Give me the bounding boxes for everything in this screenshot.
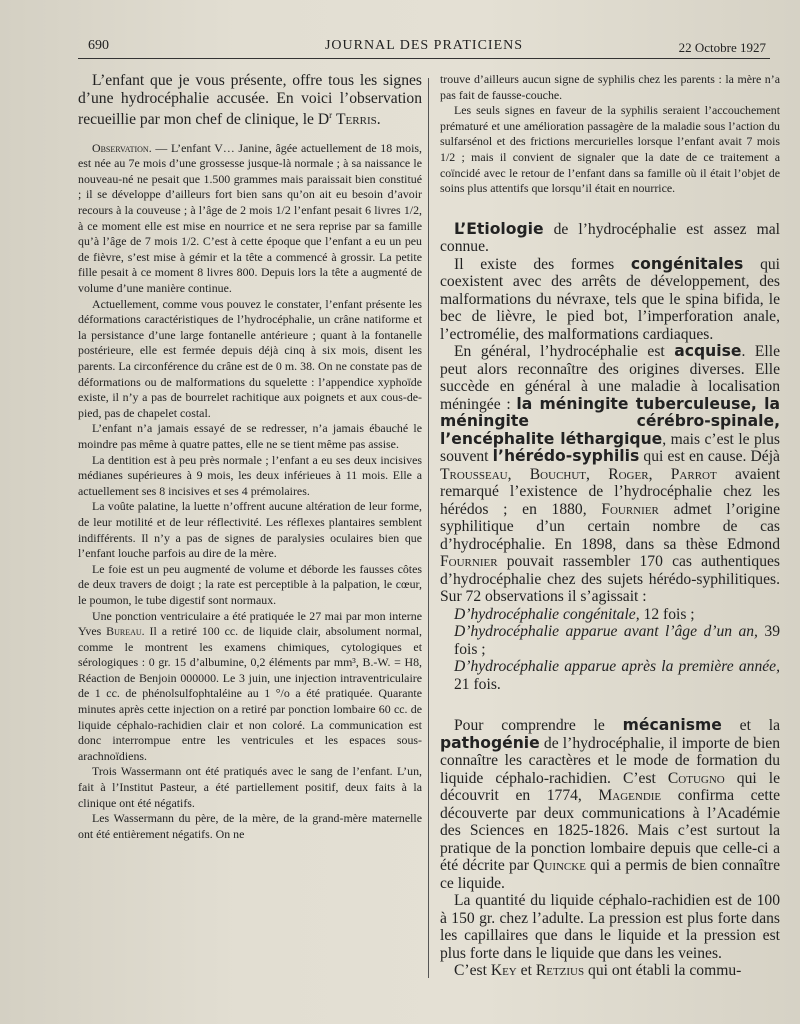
paragraph-dentition: La dentition est à peu près normale ; l’enfant a eu ses deux incisives médianes supérieures à 9 mois, les deux inférieues à 11 mois. Elle a actuellement ses 8 incisives et ses 4 prémolaires.: [78, 452, 422, 498]
mecanisme-text-b: et la: [721, 717, 780, 735]
acquise-text-f: admet l’origine syphilitique d’un certain nombre de cas d’hydrocéphalie. En 1898, dans sa thèse Edmond: [440, 500, 781, 553]
acquise-keyword: acquise: [674, 342, 742, 361]
paragraph-voute: La voûte palatine, la luette n’offrent aucune altération de leur forme, de leur motilité et de leur réflectivité. Les réflexes plantaires semblent indifférents. Il n’y a pas de signes de paralysies oculaires bien que l’enfant louche parfois au dire de la mère.: [78, 499, 422, 561]
paragraph-foie: Le foie est un peu augmenté de volume et déborde les fausses côtes de deux travers de doigt ; la rate est perceptible à la palpation, le cœur, le poumon, le tube digestif sont normaux.: [78, 561, 422, 607]
heredo-syphilis-keyword: l’hérédo-syphilis: [492, 447, 640, 466]
name-fournier: Fournier: [601, 500, 659, 518]
column-divider: [428, 78, 429, 978]
name-magendie: Magendie: [598, 787, 662, 805]
paragraph-wassermann-2: Les Wassermann du père, de la mère, de la grand-mère maternelle ont été entièrement négatifs. On ne: [78, 811, 422, 841]
key-text-a: C’est: [454, 962, 491, 980]
journal-title: JOURNAL DES PRATICIENS: [324, 38, 524, 53]
paragraph-continuation: trouve d’ailleurs aucun signe de syphilis chez les parents : la mère n’a pas fait de fausse-couche.: [440, 72, 780, 102]
issue-date: 22 Octobre 1927: [678, 40, 766, 55]
intro-sup: r: [329, 110, 333, 120]
acquise-text-c: , mais c’est le plus souvent: [440, 430, 780, 466]
list-item-count: 21 fois.: [454, 675, 501, 693]
name-roger: Roger: [608, 465, 649, 483]
key-text-c: qui ont établi la commu-: [584, 962, 742, 980]
etiologie-paragraph: [440, 221, 780, 256]
list-item-count: 12 fois ;: [639, 605, 695, 623]
paragraph-signes: Les seuls signes en faveur de la syphilis seraient l’accouchement prématuré et une amélioration passagère de la maladie sous l’action du sulfarsénol et des frictions mercurielles lorsque l’enfant avait 7 mois 1/2 ; mais il convient de signaler que la date de ce traitement a coïncidé avec le retour de l’enfant dans sa famille où il était l’objet de soins plus attentifs que lorsqu’il était en nourrice.: [440, 103, 780, 196]
mecanisme-text-e: confirma cette découverte par deux communications à l’Académie des Sciences en 1825-1826. Mais c’est surtout la pratique de la ponction lombaire depuis que celle-ci a été décrite par: [440, 787, 781, 875]
name-retzius: Retzius: [535, 962, 585, 980]
name-fournier-edmond: Fournier: [440, 553, 498, 571]
congenital-keyword: congénitales: [630, 254, 744, 273]
name-key: Key: [490, 962, 517, 980]
ponction-name: Bureau: [106, 624, 142, 639]
acquise-text-g: pouvait rassembler 170 cas authentiques d’hydrocéphalie chez des sujets hérédo-syphilitiques. Sur 72 observations il s’agissait :: [440, 553, 780, 606]
observation-text: — L’enfant V… Janine, âgée actuellement de 18 mois, est née au 7e mois d’une grossesse jusque-là normale ; à sa naissance le nouveau-né ne pesait que 1.500 grammes mais paraissait bien constitué ; il se développe d’ailleurs fort bien sans qu’on ait eu besoin d’avoir recours à la couveuse ; à l’âge de 2 mois 1/2 l’enfant pesait 6 livres 1/2, à ce moment elle est mise en nourrice et ne sera reprise par sa famille qu’à l’âge de 7 mois 1/2. C’est à cette époque que l’enfant a eu un peu de fièvre, s’est mise à gémir et la tête a commencé à grossir. La petite fille pesait à ce moment 8 livres 800. Depuis lors la tête a augmenté de volume d’une manière continue.: [78, 140, 422, 296]
intro-text: L’enfant que je vous présente, offre tous les signes d’une hydrocéphalie accusée. En voici l’observation recueillie par mon chef de clinique, le D: [78, 72, 422, 129]
etiologie-text: de l’hydrocéphalie est assez mal connue.: [440, 220, 780, 256]
quantite-paragraph: La quantité du liquide céphalo-rachidien est de 100 à 150 gr. chez l’adulte. La pression est plus forte dans les capillaires que dans le liquide et la pression est plus forte dans le liquide que dans les veines.: [440, 892, 780, 962]
name-trousseau: Trousseau: [440, 465, 508, 483]
name-quincke: Quincke: [533, 857, 586, 875]
congenital-text-b: qui coexistent avec des arrêts de développement, des malformations du névraxe, tels que le spina bifida, le bec de lièvre, le pied bot, l’imperforation anale, l’ectromélie, des malformations cardiaques.: [440, 255, 780, 343]
name-parrot: Parrot: [670, 465, 717, 483]
meningite-keywords: la méningite tuberculeuse, la méningite cérébro-spinale, l’encéphalite léthargique: [440, 394, 780, 448]
acquise-text-b: . Elle peut alors reconnaître des origines diverses. Elle succède en général à une maladie à localisation méningée :: [440, 343, 780, 413]
acquise-text-e: avaient remarqué l’existence de l’hydrocéphalie chez les hérédos ; en 1880,: [440, 465, 781, 518]
paragraph-actuellement: Actuellement, comme vous pouvez le constater, l’enfant présente les déformations caractéristiques de l’hydrocéphalie, un crâne natiforme et la persistance d’une large fontanelle antérieure ; quant à la fontanelle postérieure, elle est fermée depuis déjà cinq à six mois, disent les parents. La circonférence du crâne est de 0 m. 38. On ne constate pas de déformations ou de malformations du squelette : l’appendice xyphoïde existe, il n’y a pas de bourrelet rachitique aux poignets et aux cous-de-pied, pas de chapelet costal.: [78, 296, 422, 420]
running-head: [78, 36, 770, 59]
list-item: [440, 606, 780, 624]
acquise-paragraph: En général, l’hydrocéphalie est acquise. Elle peut alors reconnaître des origines diverses. Elle succède en général à une maladie à localisation méningée : la méningite tuberculeuse, la méningite cérébro-spinale, l’encéphalite léthargique, mais c’est le plus souvent l’hérédo-syphilis qui est en cause. Déjà Trousseau, Bouchut, Roger, Parrot avaient remarqué l’existence de l’hydrocéphalie chez les hérédos ; en 1880, Fournier admet l’origine syphilitique d’un certain nombre de cas d’hydrocéphalie. En 1898, dans sa thèse Edmond Fournier pouvait rassembler 170 cas authentiques d’hydrocéphalie chez des sujets hérédo-syphilitiques. Sur 72 observations il s’agissait :: [440, 342, 781, 606]
key-retzius-paragraph: [440, 962, 780, 980]
mecanisme-text-c: de l’hydrocéphalie, il importe de bien connaître les caractères et le mode de formation du liquide céphalo-rachidien. C’est: [440, 734, 780, 787]
acquise-text-d: qui est en cause. Déjà: [639, 448, 780, 466]
name-cotugno: Cotugno: [667, 769, 725, 787]
acquise-text-a: En général, l’hydrocéphalie est: [454, 343, 675, 361]
list-item: [440, 623, 780, 658]
paragraph-redresser: L’enfant n’a jamais essayé de se redresser, n’a jamais ébauché le moindre pas même à quatre pattes, elle ne se tient même pas assise.: [78, 421, 422, 451]
mecanisme-text-f: qui a permis de bien connaître ce liquide.: [440, 857, 780, 892]
list-item-count: 39 fois ;: [454, 623, 780, 658]
key-text-b: et: [516, 962, 536, 980]
paragraph-ponction: [78, 609, 422, 765]
page-number: 690: [88, 38, 109, 53]
congenital-paragraph: [440, 256, 780, 344]
name-bouchut: Bouchut: [529, 465, 587, 483]
list-item-label: D’hydrocéphalie apparue avant l’âge d’un an,: [454, 623, 758, 641]
mecanisme-paragraph: [440, 717, 780, 892]
observation-paragraph: [78, 141, 422, 297]
etiologie-heading: L’Etiologie: [454, 219, 544, 238]
observation-label: Observation.: [92, 140, 152, 155]
list-item-label: D’hydrocéphalie apparue après la première année,: [454, 658, 780, 676]
ponction-text-b: . Il a retiré 100 cc. de liquide clair, absolument normal, comme le montrent les examens chimiques, cytologiques et sérologiques : 0 gr. 15 d’albumine, 0,2 éléments par mm³, B.-W. = H8, Réaction de Benjoin 000000. Le 3 juin, une injection intraventriculaire de 1 cc. de phénolsulfophtaléine au 1 °/o a été pratiquée. Quarante minutes après cette injection on a retiré par ponction lombaire 60 cc. de liquide céphalo-rachidien clair et non coloré. La communication est donc interrompue entre les ventricules et les espaces sous-arachnoïdiens.: [78, 624, 422, 763]
intro-paragraph: [78, 72, 422, 129]
left-column: [78, 72, 422, 842]
pathogenie-keyword: pathogénie: [440, 733, 540, 752]
mecanisme-keyword: mécanisme: [622, 716, 722, 735]
congenital-text-a: Il existe des formes: [454, 255, 631, 273]
list-item: [440, 658, 780, 693]
mecanisme-text-d: qui le découvrit en 1774,: [440, 769, 780, 805]
right-column: [440, 72, 780, 980]
paragraph-wassermann-1: Trois Wassermann ont été pratiqués avec le sang de l’enfant. L’un, fait à l’Institut Pasteur, a été partiellement positif, deux faits à la clinique ont été négatifs.: [78, 764, 422, 810]
ponction-text-a: Une ponction ventriculaire a été pratiquée le 27 mai par mon interne Yves: [78, 608, 422, 639]
intro-name: Terris.: [336, 111, 381, 129]
list-item-label: D’hydrocéphalie congénitale,: [454, 605, 640, 623]
mecanisme-text-a: Pour comprendre le: [454, 717, 623, 735]
